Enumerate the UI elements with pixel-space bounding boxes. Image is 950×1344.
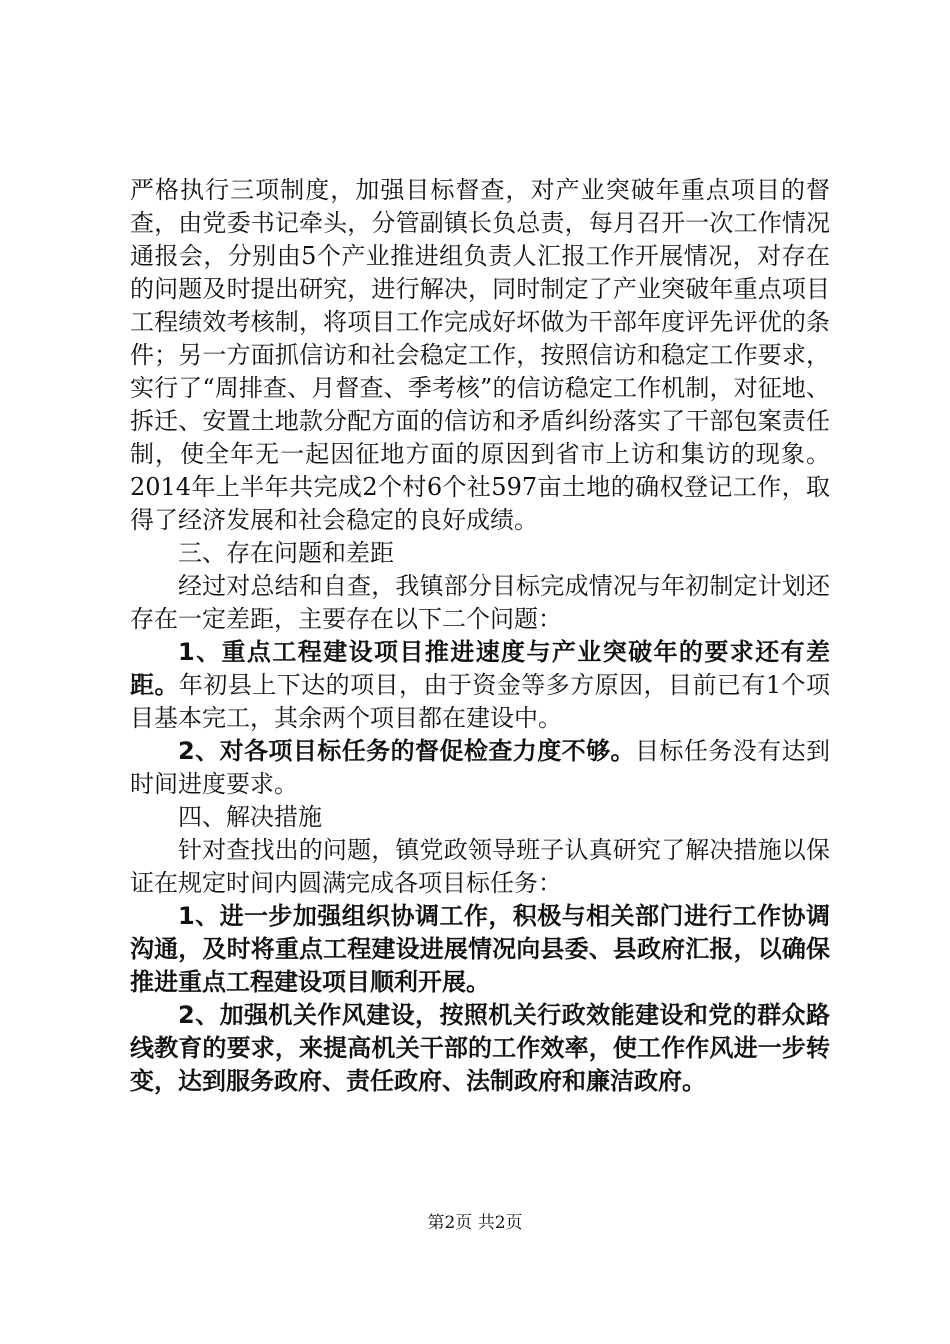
page-footer: 第2页 共2页	[427, 1213, 523, 1233]
paragraph-continuation	[130, 174, 830, 537]
paragraph-lead: 1、进一步加强组织协调工作，积极与相关部门进行工作协调沟通，及时将重点工程建设进展情况向县委、县政府汇报，以确保推进重点工程建设项目顺利开展。	[130, 902, 830, 996]
paragraph-measures-intro	[130, 834, 830, 900]
paragraph-measure-2	[130, 999, 830, 1098]
paragraph-problems-intro	[130, 570, 830, 636]
paragraph-lead: 2、加强机关作风建设，按照机关行政效能建设和党的群众路线教育的要求，来提高机关干部的工作效率，使工作作风进一步转变，达到服务政府、责任政府、法制政府和廉洁政府。	[130, 1001, 830, 1095]
paragraph-measure-1	[130, 900, 830, 999]
document-body	[130, 174, 830, 1098]
paragraph-text: 针对查找出的问题，镇党政领导班子认真研究了解决措施以保证在规定时间内圆满完成各项目标任务：	[130, 836, 830, 897]
paragraph-problem-2	[130, 735, 830, 801]
paragraph-lead: 2、对各项目标任务的督促检查力度不够。	[178, 737, 635, 765]
section-heading-problems: 三、存在问题和差距	[178, 539, 394, 567]
paragraph-lead: 1、重点工程建设项目推进速度与产业突破年的要求还有差距。	[130, 638, 830, 699]
section-heading-measures: 四、解决措施	[178, 803, 322, 831]
paragraph-text: 经过对总结和自查，我镇部分目标完成情况与年初制定计划还存在一定差距，主要存在以下二个问题：	[130, 572, 830, 633]
paragraph-text: 年初县上下达的项目，由于资金等多方原因，目前已有1个项目基本完工，其余两个项目都在建设中。	[130, 671, 830, 732]
paragraph-problem-1	[130, 636, 830, 735]
paragraph-text: 目标任务没有达到时间进度要求。	[130, 737, 831, 798]
paragraph-text: 严格执行三项制度，加强目标督查，对产业突破年重点项目的督查，由党委书记牵头，分管副镇长负总责，每月召开一次工作情况通报会，分别由5个产业推进组负责人汇报工作开展情况，对存在的问题及时提出研究，进行解决，同时制定了产业突破年重点项目工程绩效考核制，将项目工作完成好坏做为干部年度评先评优的条件；另一方面抓信访和社会稳定工作，按照信访和稳定工作要求，实行了“周排查、月督查、季考核”的信访稳定工作机制，对征地、拆迁、安置土地款分配方面的信访和矛盾纠纷落实了干部包案责任制，使全年无一起因征地方面的原因到省市上访和集访的现象。2014年上半年共完成2个村6个社597亩土地的确权登记工作，取得了经济发展和社会稳定的良好成绩。	[130, 176, 830, 534]
